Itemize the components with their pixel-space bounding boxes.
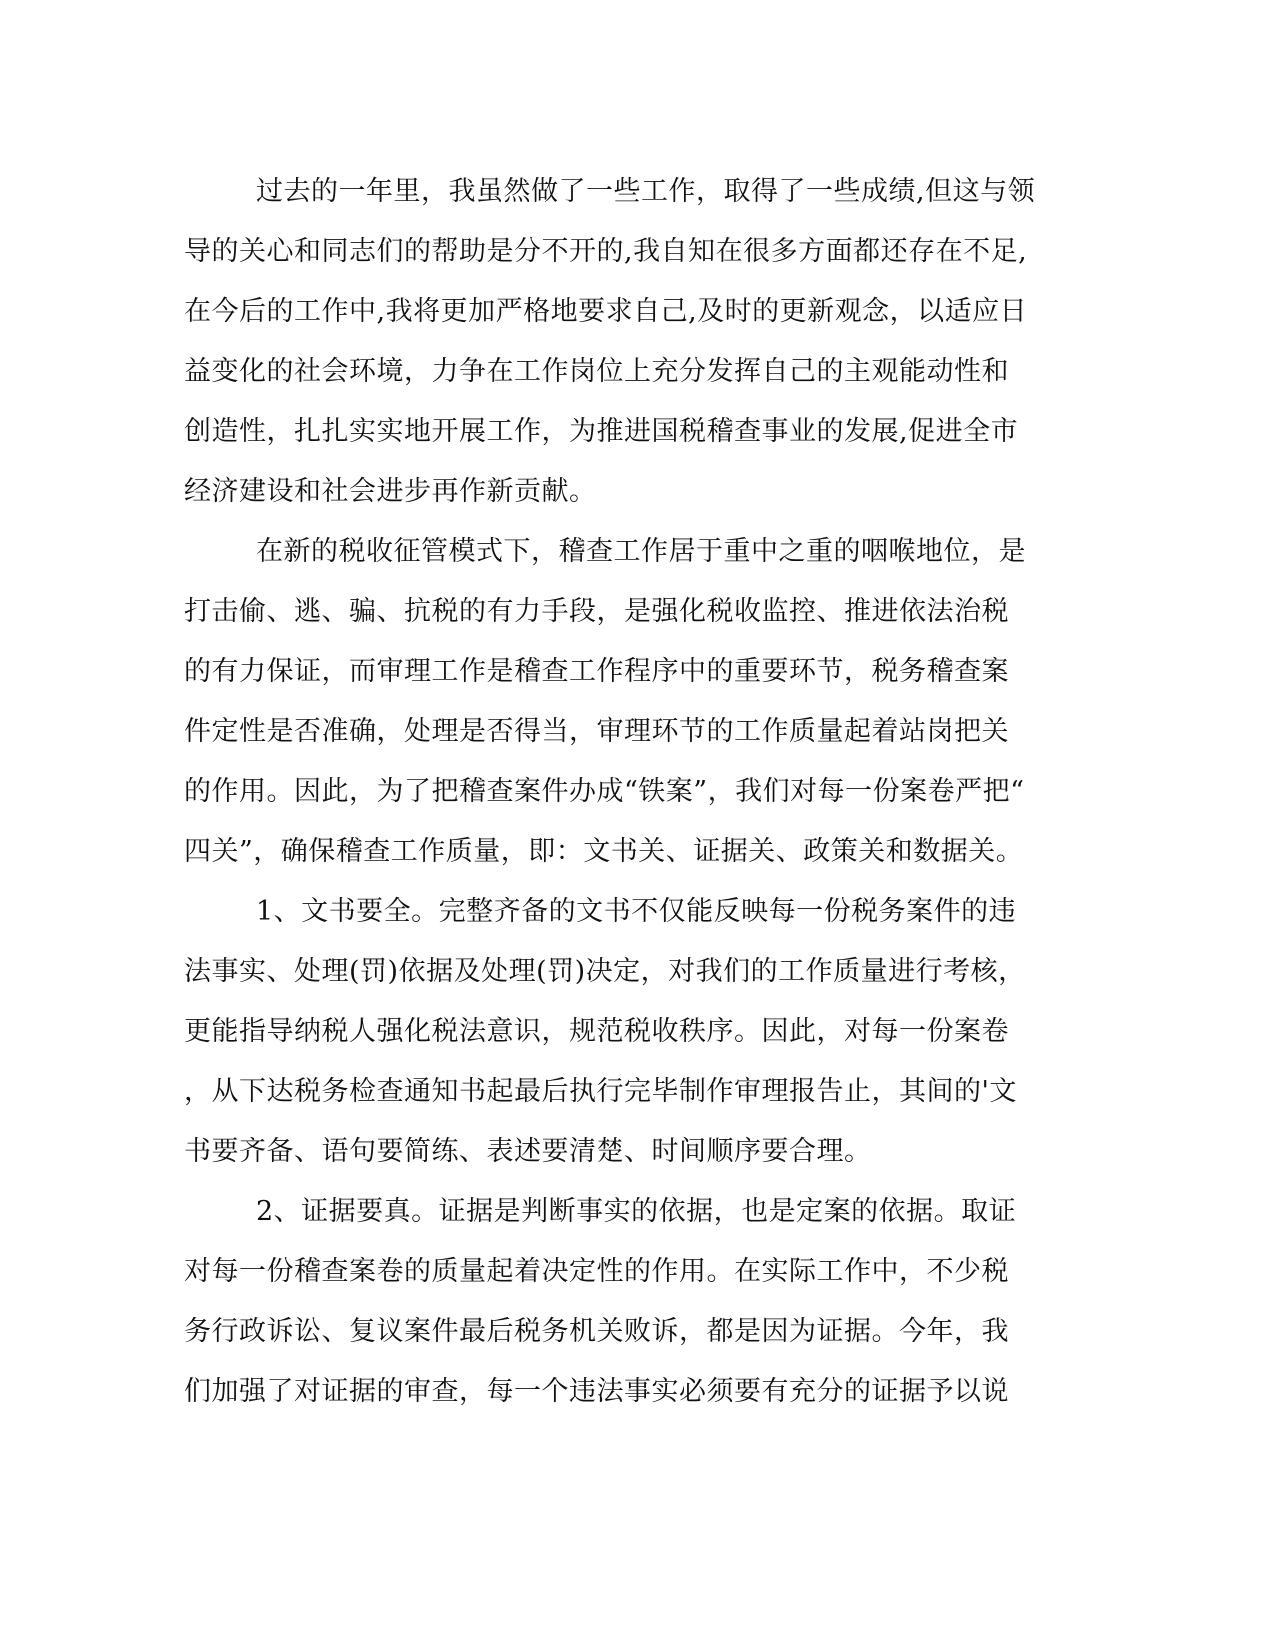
paragraph-line: 益变化的社会环境，力争在工作岗位上充分发挥自己的主观能动性和 — [184, 356, 1009, 387]
paragraph-line: 过去的一年里，我虽然做了一些工作，取得了一些成绩,但这与领 — [256, 176, 1036, 207]
paragraph-line: 1、文书要全。完整齐备的文书不仅能反映每一份税务案件的违 — [256, 896, 1017, 927]
paragraph-2 — [184, 522, 1037, 882]
paragraph-line: 书要齐备、语句要简练、表述要清楚、时间顺序要合理。 — [184, 1136, 872, 1167]
paragraph-3 — [184, 882, 1037, 1182]
document-page — [184, 162, 1037, 1422]
paragraph-line: 法事实、处理(罚)依据及处理(罚)决定，对我们的工作质量进行考核， — [184, 956, 1026, 987]
paragraph-line: 们加强了对证据的审查，每一个违法事实必须要有充分的证据予以说 — [184, 1376, 1009, 1407]
paragraph-line: 在新的税收征管模式下，稽查工作居于重中之重的咽喉地位，是 — [256, 536, 1026, 567]
paragraph-line: 务行政诉讼、复议案件最后税务机关败诉，都是因为证据。今年，我 — [184, 1316, 1009, 1347]
paragraph-line: 四关”，确保稽查工作质量，即：文书关、证据关、政策关和数据关。 — [184, 836, 1024, 867]
paragraph-line: 对每一份稽查案卷的质量起着决定性的作用。在实际工作中，不少税 — [184, 1256, 1009, 1287]
paragraph-line: 打击偷、逃、骗、抗税的有力手段，是强化税收监控、推进依法治税 — [184, 596, 1009, 627]
paragraph-line: 的作用。因此，为了把稽查案件办成“铁案”，我们对每一份案卷严把“ — [184, 776, 1025, 807]
paragraph-4 — [184, 1182, 1037, 1422]
paragraph-line: 2、证据要真。证据是判断事实的依据，也是定案的依据。取证 — [256, 1196, 1017, 1227]
paragraph-line: 导的关心和同志们的帮助是分不开的,我自知在很多方面都还存在不足, — [184, 236, 1028, 267]
paragraph-line: 创造性，扎扎实实地开展工作，为推进国税稽查事业的发展,促进全市 — [184, 416, 1019, 447]
paragraph-line: 更能指导纳税人强化税法意识，规范税收秩序。因此，对每一份案卷 — [184, 1016, 1009, 1047]
paragraph-line: 的有力保证，而审理工作是稽查工作程序中的重要环节，税务稽查案 — [184, 656, 1009, 687]
paragraph-line: 经济建设和社会进步再作新贡献。 — [184, 476, 597, 507]
paragraph-line: 件定性是否准确，处理是否得当，审理环节的工作质量起着站岗把关 — [184, 716, 1009, 747]
paragraph-line: ，从下达税务检查通知书起最后执行完毕制作审理报告止，其间的'文 — [184, 1076, 1017, 1107]
paragraph-1 — [184, 162, 1037, 522]
paragraph-line: 在今后的工作中,我将更加严格地要求自己,及时的更新观念，以适应日 — [184, 296, 1028, 327]
